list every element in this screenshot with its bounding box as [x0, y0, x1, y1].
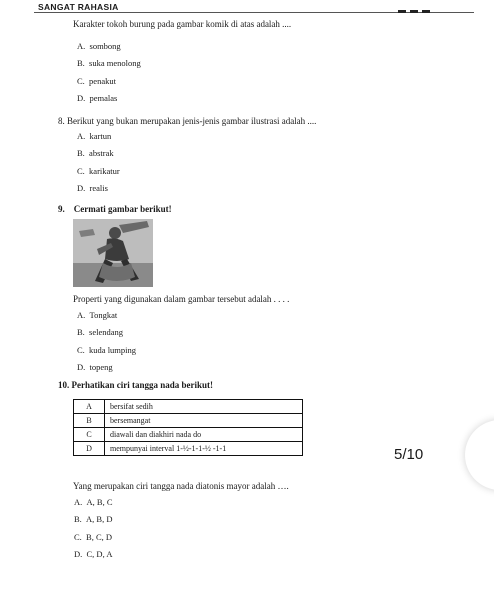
q9-option-a[interactable]: A. Tongkat: [77, 310, 118, 320]
q10-heading: 10. Perhatikan ciri tangga nada berikut!: [58, 380, 214, 390]
q8-option-d[interactable]: D. realis: [77, 183, 108, 193]
document-header-title: SANGAT RAHASIA: [38, 2, 119, 12]
table-value: bersemangat: [105, 414, 303, 428]
q7-option-c[interactable]: C. penakut: [77, 76, 116, 86]
table-key: A: [74, 400, 105, 414]
q7-option-b[interactable]: B. suka menolong: [77, 58, 141, 68]
q10-option-d[interactable]: D. C, D, A: [74, 549, 113, 559]
table-row: [74, 428, 303, 442]
header-marks: [398, 0, 440, 5]
q7-text: Karakter tokoh burung pada gambar komik di atas adalah ....: [73, 19, 292, 29]
q10-text: Yang merupakan ciri tangga nada diatonis mayor adalah ….: [73, 481, 289, 491]
q9-option-d[interactable]: D. topeng: [77, 362, 113, 372]
dancer-photo: [73, 219, 153, 287]
q10-option-c[interactable]: C. B, C, D: [74, 532, 113, 542]
q8-option-c[interactable]: C. karikatur: [77, 166, 120, 176]
q7-option-d[interactable]: D. pemalas: [77, 93, 118, 103]
q7-option-a[interactable]: A. sombong: [77, 41, 121, 51]
next-page-button[interactable]: [465, 420, 494, 490]
q8-option-a[interactable]: A. kartun: [77, 131, 112, 141]
q8-option-b[interactable]: B. abstrak: [77, 148, 114, 158]
header-rule: [34, 12, 474, 13]
table-value: diawali dan diakhiri nada do: [105, 428, 303, 442]
table-row: [74, 400, 303, 414]
table-key: C: [74, 428, 105, 442]
table-key: B: [74, 414, 105, 428]
table-row: [74, 442, 303, 456]
q10-option-b[interactable]: B. A, B, D: [74, 514, 113, 524]
q9-text: Properti yang digunakan dalam gambar tersebut adalah . . . .: [73, 294, 290, 304]
page-counter: 5/10: [394, 446, 424, 463]
table-key: D: [74, 442, 105, 456]
q9-heading: 9. Cermati gambar berikut!: [58, 204, 172, 214]
table-value: bersifat sedih: [105, 400, 303, 414]
dancer-illustration: [73, 219, 153, 287]
q10-option-a[interactable]: A. A, B, C: [74, 497, 113, 507]
criteria-table: [73, 399, 303, 456]
q8-text: 8. Berikut yang bukan merupakan jenis-jenis gambar ilustrasi adalah ....: [58, 116, 317, 126]
q9-option-b[interactable]: B. selendang: [77, 327, 124, 337]
table-row: [74, 414, 303, 428]
table-value: mempunyai interval 1-½-1-1-½ -1-1: [105, 442, 303, 456]
q9-option-c[interactable]: C. kuda lumping: [77, 345, 137, 355]
